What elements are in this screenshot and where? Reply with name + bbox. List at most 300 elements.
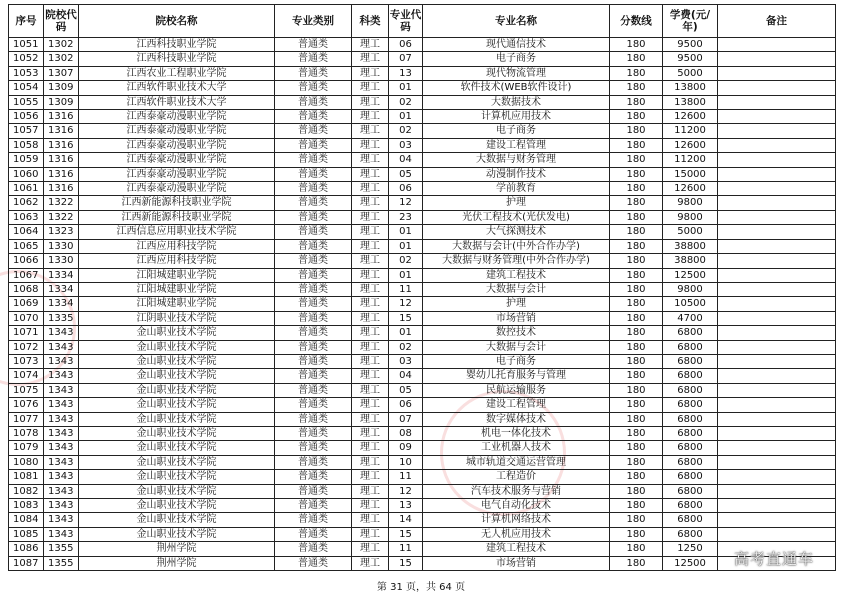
cell-major-name: 数控技术 [423, 326, 610, 340]
cell-score: 180 [610, 556, 663, 570]
cell-tuition: 9800 [663, 210, 718, 224]
cell-major-code: 06 [389, 38, 423, 52]
cell-major-name: 民航运输服务 [423, 383, 610, 397]
cell-school-code: 1343 [44, 499, 79, 513]
cell-score: 180 [610, 326, 663, 340]
cell-school-code: 1334 [44, 268, 79, 282]
cell-remarks [718, 326, 836, 340]
cell-school-name: 江西泰豪动漫职业学院 [79, 182, 275, 196]
cell-remarks [718, 513, 836, 527]
cell-major-category: 普通类 [275, 268, 352, 282]
cell-tuition: 12500 [663, 268, 718, 282]
cell-major-category: 普通类 [275, 167, 352, 181]
cell-tuition: 9500 [663, 38, 718, 52]
cell-seq: 1051 [9, 38, 44, 52]
cell-seq: 1083 [9, 499, 44, 513]
cell-score: 180 [610, 210, 663, 224]
table-row [9, 470, 836, 484]
header-major-category: 专业类别 [275, 5, 352, 38]
cell-seq: 1057 [9, 124, 44, 138]
cell-subject: 理工 [352, 282, 389, 296]
cell-major-code: 12 [389, 484, 423, 498]
cell-score: 180 [610, 369, 663, 383]
cell-remarks [718, 354, 836, 368]
cell-major-name: 市场营销 [423, 311, 610, 325]
cell-tuition: 6800 [663, 398, 718, 412]
cell-seq: 1064 [9, 225, 44, 239]
cell-subject: 理工 [352, 167, 389, 181]
cell-score: 180 [610, 441, 663, 455]
cell-subject: 理工 [352, 340, 389, 354]
cell-major-code: 09 [389, 441, 423, 455]
cell-major-category: 普通类 [275, 110, 352, 124]
cell-seq: 1059 [9, 153, 44, 167]
table-row [9, 354, 836, 368]
cell-score: 180 [610, 282, 663, 296]
table-row [9, 282, 836, 296]
cell-major-category: 普通类 [275, 499, 352, 513]
cell-school-code: 1330 [44, 239, 79, 253]
cell-major-code: 05 [389, 167, 423, 181]
cell-score: 180 [610, 542, 663, 556]
cell-major-name: 建设工程管理 [423, 398, 610, 412]
cell-major-name: 现代通信技术 [423, 38, 610, 52]
cell-major-category: 普通类 [275, 311, 352, 325]
admission-table-container [8, 4, 835, 571]
cell-school-code: 1316 [44, 167, 79, 181]
cell-seq: 1075 [9, 383, 44, 397]
cell-school-code: 1316 [44, 153, 79, 167]
table-row [9, 340, 836, 354]
cell-school-code: 1316 [44, 138, 79, 152]
cell-score: 180 [610, 455, 663, 469]
cell-major-category: 普通类 [275, 196, 352, 210]
cell-school-code: 1334 [44, 282, 79, 296]
cell-major-name: 动漫制作技术 [423, 167, 610, 181]
cell-major-name: 数字媒体技术 [423, 412, 610, 426]
cell-tuition: 6800 [663, 484, 718, 498]
cell-subject: 理工 [352, 426, 389, 440]
cell-tuition: 6800 [663, 426, 718, 440]
cell-seq: 1054 [9, 81, 44, 95]
cell-subject: 理工 [352, 38, 389, 52]
table-row [9, 484, 836, 498]
cell-remarks [718, 153, 836, 167]
cell-school-name: 金山职业技术学院 [79, 527, 275, 541]
cell-major-category: 普通类 [275, 52, 352, 66]
cell-major-name: 计算机应用技术 [423, 110, 610, 124]
cell-major-code: 07 [389, 52, 423, 66]
cell-major-category: 普通类 [275, 383, 352, 397]
cell-major-code: 03 [389, 138, 423, 152]
header-school-name: 院校名称 [79, 5, 275, 38]
cell-subject: 理工 [352, 499, 389, 513]
cell-seq: 1070 [9, 311, 44, 325]
cell-subject: 理工 [352, 542, 389, 556]
cell-subject: 理工 [352, 383, 389, 397]
cell-subject: 理工 [352, 268, 389, 282]
table-row [9, 297, 836, 311]
table-row [9, 556, 836, 570]
cell-school-code: 1343 [44, 513, 79, 527]
cell-school-code: 1343 [44, 398, 79, 412]
cell-major-name: 大数据技术 [423, 95, 610, 109]
cell-major-name: 大数据与会计(中外合作办学) [423, 239, 610, 253]
cell-major-category: 普通类 [275, 225, 352, 239]
cell-school-name: 金山职业技术学院 [79, 455, 275, 469]
cell-score: 180 [610, 225, 663, 239]
table-row [9, 513, 836, 527]
cell-score: 180 [610, 354, 663, 368]
cell-tuition: 6800 [663, 441, 718, 455]
cell-score: 180 [610, 311, 663, 325]
cell-major-name: 建筑工程技术 [423, 542, 610, 556]
cell-score: 180 [610, 66, 663, 80]
cell-major-category: 普通类 [275, 441, 352, 455]
cell-major-code: 15 [389, 556, 423, 570]
cell-subject: 理工 [352, 398, 389, 412]
cell-seq: 1068 [9, 282, 44, 296]
cell-school-code: 1309 [44, 95, 79, 109]
cell-major-category: 普通类 [275, 527, 352, 541]
cell-major-category: 普通类 [275, 81, 352, 95]
cell-school-code: 1307 [44, 66, 79, 80]
cell-major-name: 电子商务 [423, 354, 610, 368]
cell-school-code: 1316 [44, 110, 79, 124]
cell-remarks [718, 383, 836, 397]
cell-tuition: 6800 [663, 412, 718, 426]
cell-subject: 理工 [352, 153, 389, 167]
cell-tuition: 15000 [663, 167, 718, 181]
cell-tuition: 12500 [663, 556, 718, 570]
cell-remarks [718, 340, 836, 354]
cell-major-code: 04 [389, 153, 423, 167]
cell-major-name: 学前教育 [423, 182, 610, 196]
cell-score: 180 [610, 527, 663, 541]
cell-major-name: 工业机器人技术 [423, 441, 610, 455]
cell-school-code: 1343 [44, 455, 79, 469]
cell-score: 180 [610, 268, 663, 282]
cell-major-category: 普通类 [275, 182, 352, 196]
cell-tuition: 12600 [663, 110, 718, 124]
table-row [9, 542, 836, 556]
cell-major-category: 普通类 [275, 340, 352, 354]
header-tuition: 学费(元/年) [663, 5, 718, 38]
cell-score: 180 [610, 153, 663, 167]
cell-school-name: 金山职业技术学院 [79, 441, 275, 455]
cell-subject: 理工 [352, 369, 389, 383]
cell-score: 180 [610, 52, 663, 66]
cell-seq: 1074 [9, 369, 44, 383]
cell-subject: 理工 [352, 311, 389, 325]
table-row [9, 196, 836, 210]
cell-remarks [718, 138, 836, 152]
table-row [9, 138, 836, 152]
cell-remarks [718, 182, 836, 196]
cell-major-code: 15 [389, 527, 423, 541]
cell-school-name: 江西软件职业技术大学 [79, 81, 275, 95]
cell-subject: 理工 [352, 196, 389, 210]
cell-school-name: 金山职业技术学院 [79, 499, 275, 513]
cell-major-code: 06 [389, 182, 423, 196]
cell-school-name: 江阴职业技术学院 [79, 311, 275, 325]
cell-major-name: 电子商务 [423, 52, 610, 66]
cell-seq: 1056 [9, 110, 44, 124]
table-row [9, 38, 836, 52]
cell-subject: 理工 [352, 354, 389, 368]
cell-tuition: 6800 [663, 369, 718, 383]
table-row [9, 167, 836, 181]
cell-score: 180 [610, 470, 663, 484]
cell-seq: 1080 [9, 455, 44, 469]
header-school-code: 院校代码 [44, 5, 79, 38]
cell-major-name: 城市轨道交通运营管理 [423, 455, 610, 469]
cell-seq: 1081 [9, 470, 44, 484]
cell-remarks [718, 470, 836, 484]
cell-remarks [718, 311, 836, 325]
cell-school-name: 江西科技职业学院 [79, 52, 275, 66]
cell-remarks [718, 225, 836, 239]
cell-subject: 理工 [352, 210, 389, 224]
cell-score: 180 [610, 398, 663, 412]
table-row [9, 210, 836, 224]
cell-major-name: 大数据与财务管理 [423, 153, 610, 167]
table-row [9, 52, 836, 66]
cell-score: 180 [610, 412, 663, 426]
cell-score: 180 [610, 513, 663, 527]
cell-major-category: 普通类 [275, 124, 352, 138]
cell-score: 180 [610, 340, 663, 354]
cell-tuition: 9800 [663, 196, 718, 210]
header-major-code: 专业代码 [389, 5, 423, 38]
cell-remarks [718, 441, 836, 455]
cell-remarks [718, 499, 836, 513]
cell-seq: 1082 [9, 484, 44, 498]
header-score: 分数线 [610, 5, 663, 38]
cell-school-code: 1334 [44, 297, 79, 311]
cell-remarks [718, 398, 836, 412]
cell-tuition: 5000 [663, 225, 718, 239]
cell-major-category: 普通类 [275, 398, 352, 412]
cell-score: 180 [610, 167, 663, 181]
cell-seq: 1084 [9, 513, 44, 527]
cell-school-name: 江西泰豪动漫职业学院 [79, 153, 275, 167]
table-row [9, 239, 836, 253]
cell-major-category: 普通类 [275, 297, 352, 311]
cell-subject: 理工 [352, 412, 389, 426]
cell-remarks [718, 239, 836, 253]
cell-subject: 理工 [352, 81, 389, 95]
cell-school-name: 金山职业技术学院 [79, 340, 275, 354]
cell-school-code: 1309 [44, 81, 79, 95]
cell-subject: 理工 [352, 455, 389, 469]
cell-seq: 1062 [9, 196, 44, 210]
table-body [9, 38, 836, 571]
cell-school-code: 1322 [44, 196, 79, 210]
cell-major-category: 普通类 [275, 455, 352, 469]
header-subject: 科类 [352, 5, 389, 38]
table-row [9, 81, 836, 95]
cell-school-name: 金山职业技术学院 [79, 383, 275, 397]
cell-tuition: 11200 [663, 153, 718, 167]
cell-school-code: 1343 [44, 383, 79, 397]
cell-subject: 理工 [352, 124, 389, 138]
table-row [9, 398, 836, 412]
table-row [9, 268, 836, 282]
cell-major-category: 普通类 [275, 542, 352, 556]
cell-remarks [718, 210, 836, 224]
cell-major-code: 01 [389, 81, 423, 95]
cell-major-code: 13 [389, 499, 423, 513]
cell-school-name: 金山职业技术学院 [79, 426, 275, 440]
cell-subject: 理工 [352, 556, 389, 570]
cell-remarks [718, 455, 836, 469]
cell-seq: 1078 [9, 426, 44, 440]
cell-seq: 1058 [9, 138, 44, 152]
cell-score: 180 [610, 110, 663, 124]
cell-subject: 理工 [352, 254, 389, 268]
cell-major-code: 02 [389, 95, 423, 109]
cell-major-name: 汽车技术服务与营销 [423, 484, 610, 498]
cell-tuition: 6800 [663, 383, 718, 397]
cell-school-name: 江西泰豪动漫职业学院 [79, 138, 275, 152]
cell-remarks [718, 167, 836, 181]
cell-major-category: 普通类 [275, 513, 352, 527]
cell-major-code: 07 [389, 412, 423, 426]
cell-school-code: 1355 [44, 542, 79, 556]
header-seq: 序号 [9, 5, 44, 38]
cell-school-name: 江西泰豪动漫职业学院 [79, 124, 275, 138]
cell-seq: 1072 [9, 340, 44, 354]
cell-major-name: 现代物流管理 [423, 66, 610, 80]
cell-subject: 理工 [352, 95, 389, 109]
cell-score: 180 [610, 95, 663, 109]
cell-school-name: 金山职业技术学院 [79, 513, 275, 527]
cell-major-category: 普通类 [275, 282, 352, 296]
cell-school-code: 1343 [44, 354, 79, 368]
cell-school-code: 1316 [44, 124, 79, 138]
cell-score: 180 [610, 499, 663, 513]
cell-tuition: 6800 [663, 470, 718, 484]
cell-remarks [718, 124, 836, 138]
cell-major-category: 普通类 [275, 326, 352, 340]
cell-score: 180 [610, 81, 663, 95]
cell-remarks [718, 95, 836, 109]
cell-tuition: 38800 [663, 239, 718, 253]
cell-tuition: 6800 [663, 499, 718, 513]
cell-major-code: 14 [389, 513, 423, 527]
cell-score: 180 [610, 254, 663, 268]
table-row [9, 412, 836, 426]
cell-score: 180 [610, 239, 663, 253]
cell-subject: 理工 [352, 239, 389, 253]
cell-seq: 1061 [9, 182, 44, 196]
cell-score: 180 [610, 196, 663, 210]
cell-seq: 1077 [9, 412, 44, 426]
cell-tuition: 6800 [663, 455, 718, 469]
cell-school-code: 1302 [44, 38, 79, 52]
cell-remarks [718, 282, 836, 296]
cell-school-code: 1343 [44, 470, 79, 484]
cell-major-name: 护理 [423, 196, 610, 210]
cell-school-name: 江西农业工程职业学院 [79, 66, 275, 80]
cell-seq: 1063 [9, 210, 44, 224]
cell-remarks [718, 66, 836, 80]
cell-school-name: 金山职业技术学院 [79, 369, 275, 383]
table-row [9, 326, 836, 340]
cell-major-name: 市场营销 [423, 556, 610, 570]
cell-subject: 理工 [352, 297, 389, 311]
cell-subject: 理工 [352, 182, 389, 196]
cell-major-category: 普通类 [275, 66, 352, 80]
cell-subject: 理工 [352, 470, 389, 484]
cell-school-name: 江西应用科技学院 [79, 239, 275, 253]
table-row [9, 66, 836, 80]
cell-seq: 1086 [9, 542, 44, 556]
watermark-text: 高考直通车 [733, 550, 814, 568]
cell-seq: 1079 [9, 441, 44, 455]
cell-tuition: 13800 [663, 81, 718, 95]
table-row [9, 499, 836, 513]
cell-school-name: 金山职业技术学院 [79, 354, 275, 368]
page-footer: 第 31 页，共 64 页 [376, 582, 466, 593]
table-header-row [9, 5, 836, 38]
cell-major-category: 普通类 [275, 239, 352, 253]
table-row [9, 182, 836, 196]
cell-school-code: 1330 [44, 254, 79, 268]
cell-major-name: 计算机网络技术 [423, 513, 610, 527]
cell-tuition: 9800 [663, 282, 718, 296]
cell-subject: 理工 [352, 52, 389, 66]
cell-major-name: 软件技术(WEB软件设计) [423, 81, 610, 95]
cell-major-code: 02 [389, 124, 423, 138]
cell-subject: 理工 [352, 326, 389, 340]
cell-school-name: 江西应用科技学院 [79, 254, 275, 268]
cell-score: 180 [610, 383, 663, 397]
cell-remarks [718, 110, 836, 124]
header-remarks: 备注 [718, 5, 836, 38]
cell-subject: 理工 [352, 225, 389, 239]
cell-major-name: 大气探测技术 [423, 225, 610, 239]
cell-tuition: 12600 [663, 138, 718, 152]
cell-school-code: 1343 [44, 369, 79, 383]
cell-seq: 1065 [9, 239, 44, 253]
cell-seq: 1053 [9, 66, 44, 80]
cell-seq: 1076 [9, 398, 44, 412]
cell-school-code: 1355 [44, 556, 79, 570]
cell-school-code: 1343 [44, 527, 79, 541]
cell-remarks [718, 81, 836, 95]
cell-seq: 1052 [9, 52, 44, 66]
table-row [9, 369, 836, 383]
cell-school-code: 1343 [44, 441, 79, 455]
table-row [9, 441, 836, 455]
cell-major-name: 大数据与财务管理(中外合作办学) [423, 254, 610, 268]
table-row [9, 110, 836, 124]
table-row [9, 311, 836, 325]
cell-tuition: 6800 [663, 326, 718, 340]
cell-major-code: 06 [389, 398, 423, 412]
cell-major-category: 普通类 [275, 484, 352, 498]
cell-major-code: 01 [389, 239, 423, 253]
cell-major-name: 大数据与会计 [423, 340, 610, 354]
cell-major-category: 普通类 [275, 210, 352, 224]
cell-school-code: 1316 [44, 182, 79, 196]
table-row [9, 527, 836, 541]
cell-school-name: 荆州学院 [79, 556, 275, 570]
cell-major-name: 机电一体化技术 [423, 426, 610, 440]
table-row [9, 124, 836, 138]
